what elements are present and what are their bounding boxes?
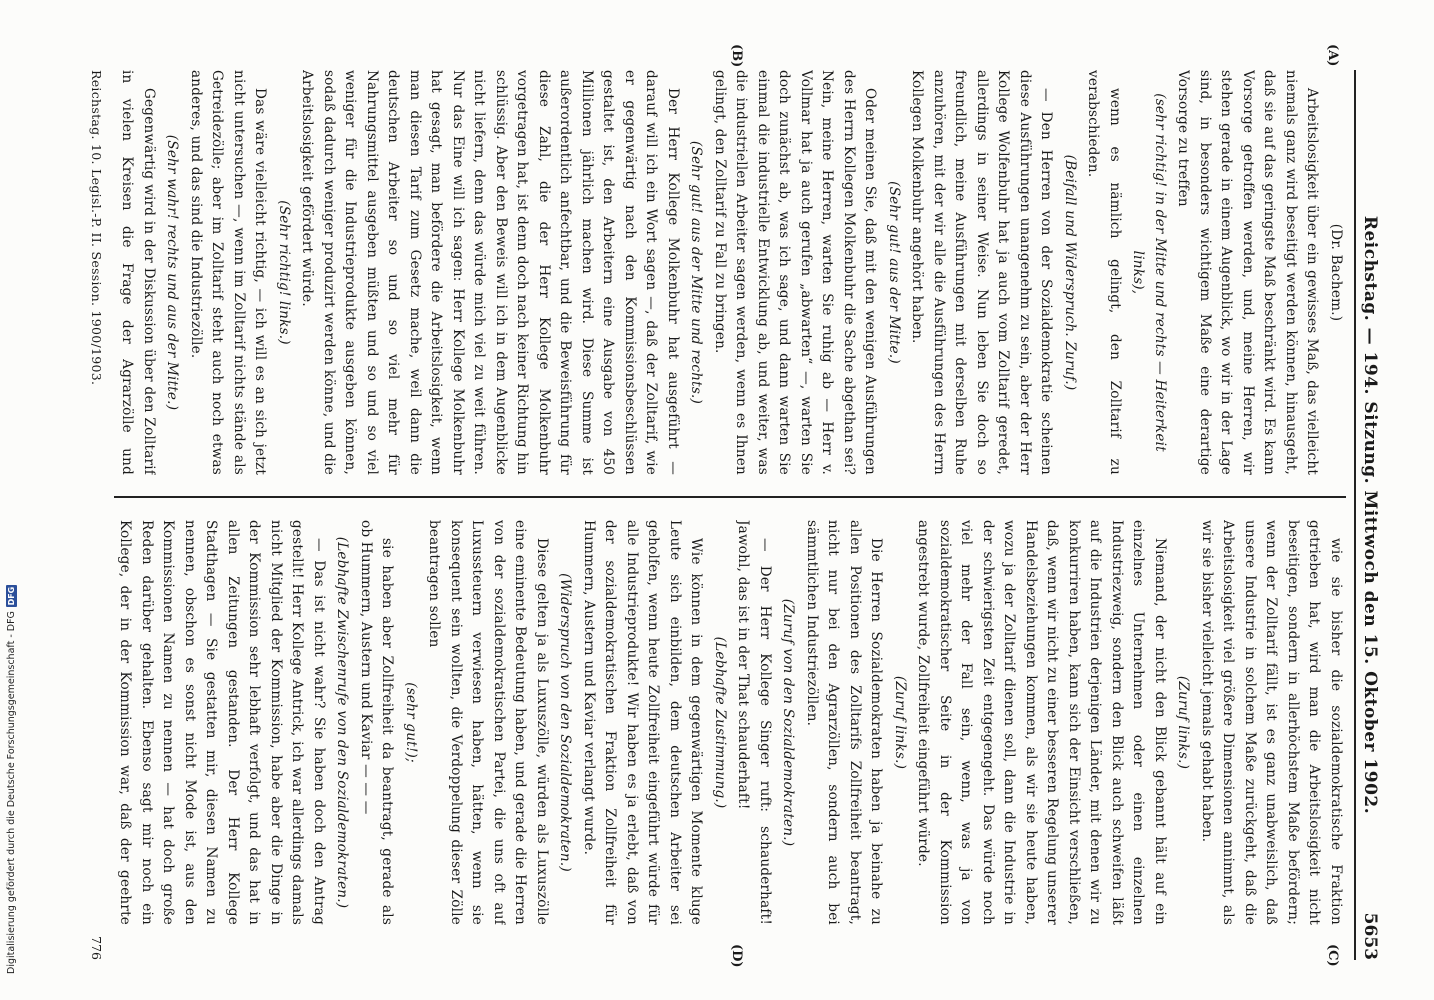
paragraph: — Der Herr Kollege Singer ruft: schauderhaft! Jawohl, das ist in der That schauderhaft! (735, 520, 773, 925)
reaction-note: (Lebhafte Zustimmung.) (712, 636, 728, 809)
dfg-note-text: Digitalisierung gefördert durch die Deutsche Forschungsgemeinschaft - DFG (5, 611, 17, 974)
paragraph: — Das ist nicht wahr? Sie haben doch den Antrag gestellt! Herr Kollege Antrick, ich war allerdings damals nicht Mitglied der Kommission, habe aber die Dinge in der Kommission sehr lebhaft verfolgt, und das hat in allen Zeitungen gestanden. Der Herr Kollege Stadthagen — Sie gestatten mir, diesen Namen zu nennen, obschon es sonst nicht Mode ist, aus den Kommissionen Namen zu nennen — hat doch große Reden darüber gehalten. Ebenso sagt mir noch ein Kollege, der in der Kommission war, daß der geehrte (117, 520, 327, 925)
text-column-right (116, 520, 1346, 925)
reaction-note: (Sehr wahr! rechts und aus der Mitte.) (164, 134, 181, 411)
margin-letter-a: (A) (1325, 44, 1340, 67)
page-number: 5653 (1360, 912, 1380, 960)
paragraph: Arbeitslosigkeit über ein gewisses Maß, das vielleicht niemals ganz wird beseitigt werden können, hinausgeht, daß sie auf das geringste Maß beschränkt wird. Es kann Vorsorge getroffen werden, und, meine Herren, wir stehen gerade in einem Augenblick, wo wir in der Lage sind, in besonders wichtigem Maße eine derartige Vorsorge zu treffen (1175, 70, 1321, 475)
reaction-note: (Sehr richtig! links.) (276, 200, 292, 345)
paragraph: sie haben aber Zollfreiheit da beantragt, gerade als ob Hummern, Austern und Kaviar — — — (358, 520, 396, 925)
text-column-left (116, 70, 1346, 475)
margin-letter-b: (B) (729, 44, 744, 68)
reaction-note: (Zuruf von den Sozialdemokraten.) (780, 598, 797, 847)
paragraph: Wie können in dem gegenwärtigen Momente kluge Leute sich einbilden, dem deutschen Arbeiter sei geholfen, wenn heute Zollfreiheit eingeführt würde für alle Industrieprodukte! Wir haben es ja erlebt, daß von der sozialdemokratischen Fraktion Zollfreiheit für Hummern, Austern und Kaviar verlangt wurde. (581, 520, 705, 925)
reaction-note: (Widerspruch von den Sozialdemokraten.) (557, 573, 574, 872)
paragraph: Oder meinen Sie, daß mit den wenigen Ausführungen des Herrn Kollegen Molkenbuhr die Sache abgethan sei? Nein, meine Herren, warten Sie ruhig ab — Herr v. Vollmar hat ja auch gerufen „abwarten“ —, warten Sie doch zunächst ab, was ich sage, und dann warten Sie einmal die industrielle Entwicklung ab, und weiter, was die industriellen Arbeiter sagen werden, wenn es Ihnen gelingt, den Zolltarif zu Fall zu bringen. (712, 70, 879, 475)
paragraph: Diese gelten ja als Luxuszölle, würden als Luxuszölle eine eminente Bedeutung haben, und gerade die Herren von der sozialdemokratischen Partei, die uns oft auf Luxussteuern verwiesen haben, hätten, wenn sie konsequent sein wollten, die Verdoppelung dieser Zölle beantragen sollen (426, 520, 550, 925)
paragraph: Der Herr Kollege Molkenbuhr hat ausgeführt — darauf will ich ein Wort sagen —, daß der Zolltarif, wie er gegenwärtig nach den Kommissionsbeschlüssen gestaltet ist, den Arbeitern eine Ausgabe von 450 Millionen jährlich machen wird. Diese Summe ist außerordentlich anfechtbar, und die Beweisführung für diese Zahl, die der Herr Kollege Molkenbuhr vorgetragen hat, ist denn doch nach keiner Richtung hin schlüssig. Aber den Beweis will ich in dem Augenblicke nicht liefern, denn das würde mich viel zu weit führen. Nur das Eine will ich sagen: Herr Kollege Molkenbuhr hat gesagt, man befördere die Arbeitslosigkeit, wenn man diesen Tarif zum Gesetz mache, weil dann die deutschen Arbeiter so und so viel mehr für Nahrungsmittel ausgeben müßten und so und so viel weniger für die Industrieprodukte ausgeben können, sodaß dadurch weniger produzirt werden könne, und die Arbeitslosigkeit gefördert würde. (299, 70, 681, 475)
footer-session-info: Reichstag. 10. Legisl.-P. II. Session. 1900/1903. (89, 70, 104, 386)
reaction-note: (Sehr gut! aus der Mitte und rechts.) (688, 140, 705, 405)
paragraph: Das wäre vielleicht richtig, — ich will es an sich jetzt nicht untersuchen —, wenn im Zolltarif nichts stände als Getreidezölle; aber im Zolltarif steht auch noch etwas anderes, und das sind die Industriezölle. (188, 70, 269, 475)
reaction-note: (sehr gut!); (403, 682, 419, 763)
paragraph: wenn es nämlich gelingt, den Zolltarif zu verabschieden. (1085, 70, 1123, 475)
reaction-note: (Lebhafte Zwischenrufe von den Sozialdemokraten.) (334, 536, 351, 909)
reaction-note: (Zuruf links.) (892, 675, 908, 770)
running-title: Reichstag. — 194. Sitzung. Mittwoch den 15. Oktober 1902. (1360, 215, 1380, 815)
paragraph: wie sie bisher die sozialdemokratische Fraktion getrieben hat, wird man die Arbeitslosigkeit nicht beseitigen, sondern in allerhöchstem Maße befördern; wenn der Zolltarif fällt, ist es ganz unabweislich, daß unsere Industrie in solchem Maße zurückgeht, daß die Arbeitslosigkeit viel größere Dimensionen annimmt, als wir sie bisher vielleicht jemals gehabt haben. (1199, 520, 1344, 925)
reaction-note: (Beifall und Widerspruch. Zuruf.) (1062, 154, 1078, 391)
margin-letter-d: (D) (729, 944, 744, 968)
reaction-note: (sehr richtig! in der Mitte und rechts — Heiterkeit links), (1130, 93, 1168, 452)
page-header (1354, 70, 1394, 960)
reaction-note: (Zuruf links.) (1175, 675, 1192, 770)
dfg-funding-note (4, 0, 18, 974)
column-divider (114, 496, 1346, 498)
reaction-note: (Sehr gut! aus der Mitte.) (886, 181, 902, 364)
footer-sheet-number: 776 (89, 936, 104, 960)
paragraph: — Den Herren von der Sozialdemokratie scheinen diese Ausführungen unangenehm zu sein, aber der Herr Kollege Wolfenbuhr hat ja auch vom Zolltarif geredet, allerdings in seiner Weise. Nun leben Sie doch so freundlich, meine Ausführungen mit derselben Ruhe anzuhören, mit der wir alle die Ausführungen des Herrn Kollegen Molkenbuhr angehört haben. (909, 70, 1055, 475)
dfg-logo: DFG (6, 586, 16, 606)
speaker-name: (Dr. Bachem.) (1328, 223, 1344, 322)
margin-letter-c: (C) (1325, 944, 1340, 967)
paragraph: Gegenwärtig wird in der Diskussion über den Zolltarif in vielen Kreisen die Frage der Agrarzölle und (119, 70, 157, 475)
paragraph: Niemand, der nicht den Blick gebannt hält auf ein einzelnes Unternehmen oder einen einzelnen Industriezweig, sondern den Blick auch schweifen läßt auf die Industrien derjenigen Länder, mit denen wir zu konkurriren haben, kann sich der Einsicht verschließen, daß, wenn wir nicht zu einer besseren Regelung unserer Handelsbeziehungen kommen, als wir sie heute haben, wozu ja der Zolltarif dienen soll, dann die Industrie in der schwierigsten Zeit entgegengeht. Das würde noch viel mehr der Fall sein, wenn, was ja von sozialdemokratischer Seite in der Kommission angestrebt wurde, Zollfreiheit eingeführt würde. (915, 520, 1168, 925)
paragraph: Die Herren Sozialdemokraten haben ja beinahe zu allen Positionen des Zolltarifs Zollfreiheit beantragt, nicht nur bei den Agrarzöllen, sondern auch bei sämmtlichen Industriezöllen. (804, 520, 885, 925)
